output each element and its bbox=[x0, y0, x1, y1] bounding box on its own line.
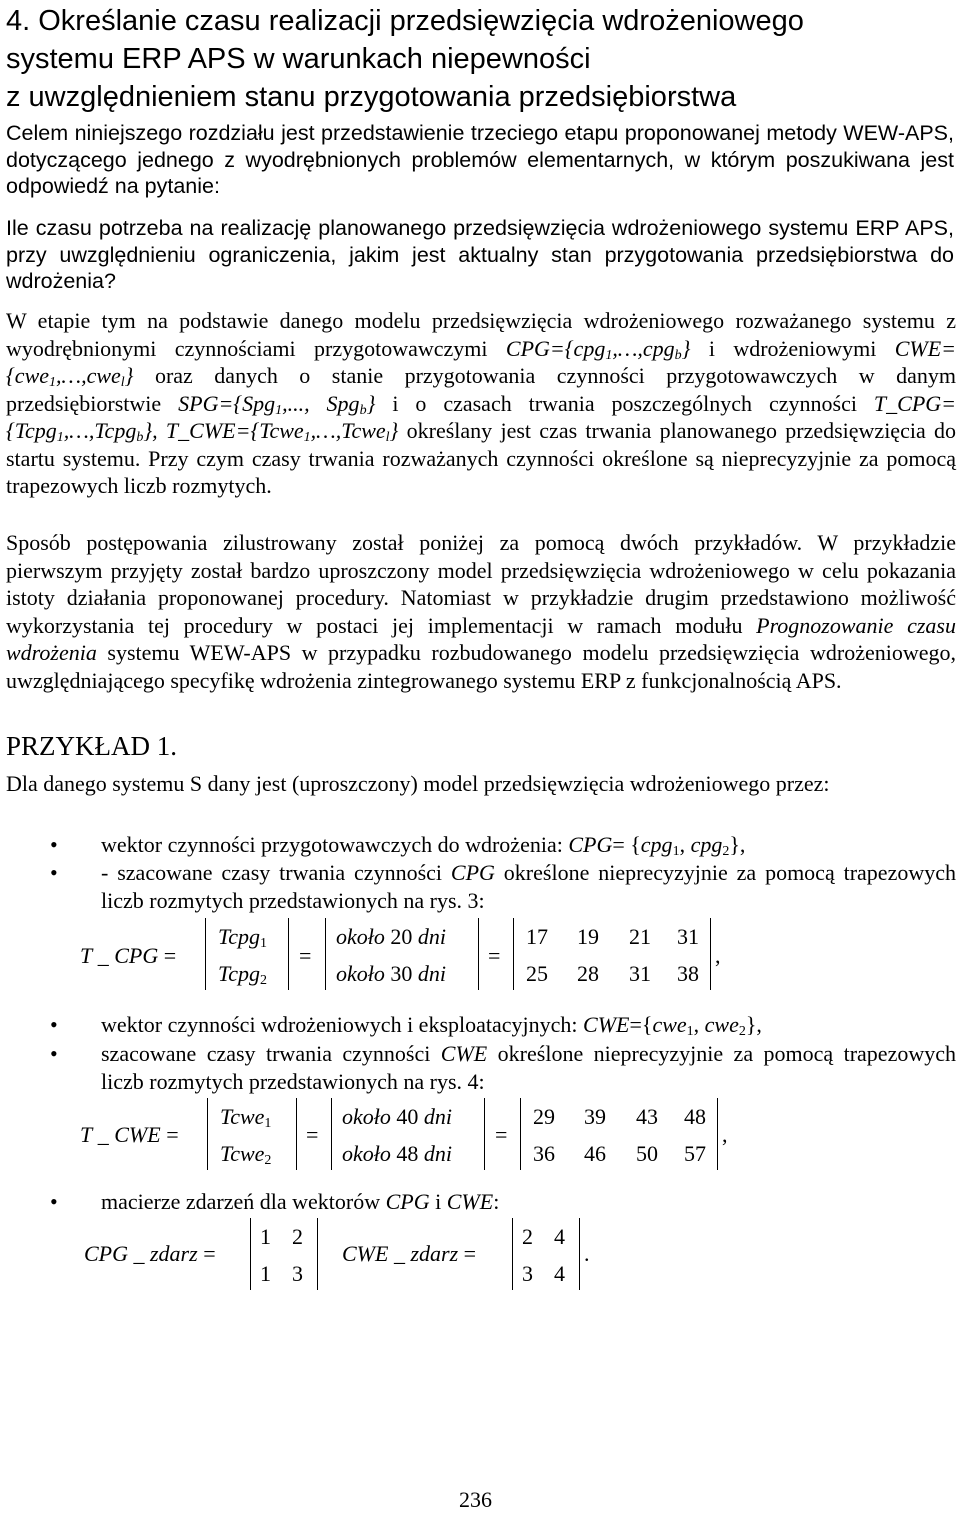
eq2-matrix-symbols: Tcwe$_1$ Tcwe$_2$ bbox=[207, 1098, 297, 1170]
eq3-matrix-cwe: 2 4 3 4 bbox=[512, 1218, 580, 1290]
eq2-matrix-values: 29 39 43 48 36 46 50 57 bbox=[520, 1098, 718, 1170]
bullet-icon: • bbox=[50, 1041, 58, 1066]
question-paragraph: Ile czasu potrzeba na realizację planowanego przedsięwzięcia wdrożeniowego systemu ERP APS, przy uwzględnieniu ograniczenia, jakim jest aktualny stan przygotowania przedsiębiorstwa do wdrożenia? bbox=[6, 216, 954, 293]
bullet-cpg-vector: wektor czynności przygotowawczych do wdrożenia: CPG= {cpg$_1$, cpg$_2$}, bbox=[101, 832, 746, 859]
bullet-cpg-times: - szacowane czasy trwania czynności CPG określone nieprecyzyjnie za pomocą trapezowych liczb rozmytych przedstawionych na rys. 3: bbox=[101, 860, 956, 913]
eq1-lhs: T _ CPG = bbox=[80, 943, 177, 968]
eq3-lhs-cpg: CPG _ zdarz = bbox=[84, 1241, 216, 1266]
eq3-matrix-cpg: 1 2 1 3 bbox=[250, 1218, 318, 1290]
eq1-matrix-symbols: Tcpg$_1$ Tcpg$_2$ bbox=[205, 918, 289, 990]
bullet-icon: • bbox=[50, 1012, 58, 1037]
heading-line-1: 4. Określanie czasu realizacji przedsięwzięcia wdrożeniowego bbox=[6, 5, 804, 37]
bullet-icon: • bbox=[50, 832, 58, 857]
bullet-icon: • bbox=[50, 860, 58, 885]
bullet-event-matrices: macierze zdarzeń dla wektorów CPG i CWE: bbox=[101, 1189, 500, 1214]
eq3-lhs-cwe: CWE _ zdarz = bbox=[342, 1241, 477, 1266]
example-title: PRZYKŁAD 1. bbox=[6, 731, 178, 761]
bullet-cwe-times: szacowane czasy trwania czynności CWE określone nieprecyzyjnie za pomocą trapezowych liczb rozmytych przedstawionych na rys. 4: bbox=[101, 1041, 956, 1094]
example-intro: Dla danego systemu S dany jest (uproszczony) model przedsięwzięcia wdrożeniowego przez: bbox=[6, 771, 830, 796]
eq1-matrix-words: około 20 dni około 30 dni bbox=[325, 918, 479, 990]
heading-line-3: z uwzględnieniem stanu przygotowania przedsiębiorstwa bbox=[6, 81, 737, 113]
intro-paragraph: Celem niniejszego rozdziału jest przedstawienie trzeciego etapu proponowanej metody WEW-APS, dotyczącego jednego z wyodrębnionych problemów elementarnych, w którym poszukiwana jest odpowiedź na pytanie: bbox=[6, 121, 954, 198]
section-heading bbox=[6, 2, 956, 116]
page-number: 236 bbox=[459, 1487, 492, 1512]
method-paragraph: W etapie tym na podstawie danego modelu przedsięwzięcia wdrożeniowego rozważanego systemu z wyodrębnionymi czynnościami przygotowawczymi CPG={cpg$_1$,…,cpg$_b$} i wdrożeniowymi CWE={cwe$_1$,…,cwe$_l$} oraz danych o stanie przygotowania czynności przygotowawczych w danym przedsiębiorstwie SPG={Spg$_1$,..., Spg$_b$} i o czasach trwania poszczególnych czynności T_CPG={Tcpg$_1$,…,Tcpg$_b$}, T_CWE={Tcwe$_1$,…,Tcwe$_l$} określany jest czas trwania planowanego przedsięwzięcia do startu systemu. Przy czym czasy trwania rozważanych czynności określone są nieprecyzyjnie za pomocą trapezowych liczb rozmytych. bbox=[6, 308, 957, 498]
bullet-cwe-vector: wektor czynności wdrożeniowych i eksploatacyjnych: CWE={cwe$_1$, cwe$_2$}, bbox=[101, 1012, 762, 1039]
bullet-icon: • bbox=[50, 1189, 58, 1214]
procedure-paragraph: Sposób postępowania zilustrowany został poniżej za pomocą dwóch przykładów. W przykładzie pierwszym przyjęty został bardzo uproszczony model przedsięwzięcia wdrożeniowego w celu pokazania istoty działania proponowanej procedury. Natomiast w przykładzie drugim przedstawiono możliwość wykorzystania tej procedury w postaci jej implementacji w ramach modułu Prognozowanie czasu wdrożenia systemu WEW-APS w przypadku rozbudowanego modelu przedsięwzięcia wdrożeniowego, uwzględniającego specyfikę wdrożenia zintegrowanego systemu ERP z funkcjonalnością APS. bbox=[6, 530, 956, 693]
eq2-lhs: T _ CWE = bbox=[80, 1122, 179, 1147]
module-name: Prognozowanie czasu wdrożenia bbox=[6, 612, 956, 665]
document-page: 4. Określanie czasu realizacji przedsięwzięcia wdrożeniowego systemu ERP APS w warunkach niepewności z uwzględnieniem stanu przygotowania przedsiębiorstwa Celem niniejszego rozdziału jest przedstawienie trzeciego etapu proponowanej metody WEW-APS, dotyczącego jednego z wyodrębnionych problemów elementarnych, w którym poszukiwana jest odpowiedź na pytanie: Ile czasu potrzeba na realizację planowanego przedsięwzięcia wdrożeniowego systemu ERP APS, przy uwzględnieniu ograniczenia, jakim jest aktualny stan przygotowania przedsiębiorstwa do wdrożenia? W etapie tym na podstawie danego modelu przedsięwzięcia wdrożeniowego rozważanego systemu z wyodrębnionymi czynnościami przygotowawczymi CPG={cpg$_1$,…,cpg$_b$} i wdrożeniowymi CWE={cwe$_1$,…,cwe$_l$} oraz danych o stanie przygotowania czynności przygotowawczych w danym przedsiębiorstwie SPG={Spg$_1$,..., Spg$_b$} i o czasach trwania poszczególnych czynności T_CPG={Tcpg$_1$,…,Tcpg$_b$}, T_CWE={Tcwe$_1$,…,Tcwe$_l$} określany jest czas trwania planowanego przedsięwzięcia do startu systemu. Przy czym czasy trwania rozważanych czynności określone są nieprecyzyjnie za pomocą trapezowych liczb rozmytych. Sposób postępowania zilustrowany został poniżej za pomocą dwóch przykładów. W przykładzie pierwszym przyjęty został bardzo uproszczony model przedsięwzięcia wdrożeniowego w celu pokazania istoty działania proponowanej procedury. Natomiast w przykładzie drugim przedstawiono możliwość wykorzystania tej procedury w postaci jej implementacji w ramach modułu Prognozowanie czasu wdrożenia systemu WEW-APS w przypadku rozbudowanego modelu przedsięwzięcia wdrożeniowego, uwzględniającego specyfikę wdrożenia zintegrowanego systemu ERP z funkcjonalnością APS. PRZYKŁAD 1. Dla danego systemu S dany jest (uproszczony) model przedsięwzięcia wdrożeniowego przez: • wektor czynności przygotowawczych do wdrożenia: CPG= {cpg$_1$, cpg$_2$}, • - szacowane czasy trwania czynności CPG określone nieprecyzyjnie za pomocą trapezowych liczb rozmytych przedstawionych na rys. 3: T _ CPG = Tcpg$_1$ Tcpg$_2$ = około 20 dni około 30 dni = 17 19 21 31 25 28 31 38 , • wektor czynności wdrożeniowych i eksploatacyjnych: CWE={cwe$_1$, cwe$_2$}, • szacowane czasy trwania czynności CWE określone nieprecyzyjnie za pomocą trapezowych liczb rozmytych przedstawionych na rys. 4: T _ CWE = Tcwe$_1$ Tcwe$_2$ = około 40 dni około 48 dni = 29 39 43 48 36 46 50 57 , • macierze zdarzeń dla wektorów CPG i CWE: CPG _ zdarz = 1 2 1 3 CWE _ zdarz = 2 4 3 4 . 236 bbox=[0, 0, 960, 1512]
heading-line-2: systemu ERP APS w warunkach niepewności bbox=[6, 43, 591, 75]
eq1-matrix-values: 17 19 21 31 25 28 31 38 bbox=[513, 918, 711, 990]
eq2-matrix-words: około 40 dni około 48 dni bbox=[331, 1098, 485, 1170]
